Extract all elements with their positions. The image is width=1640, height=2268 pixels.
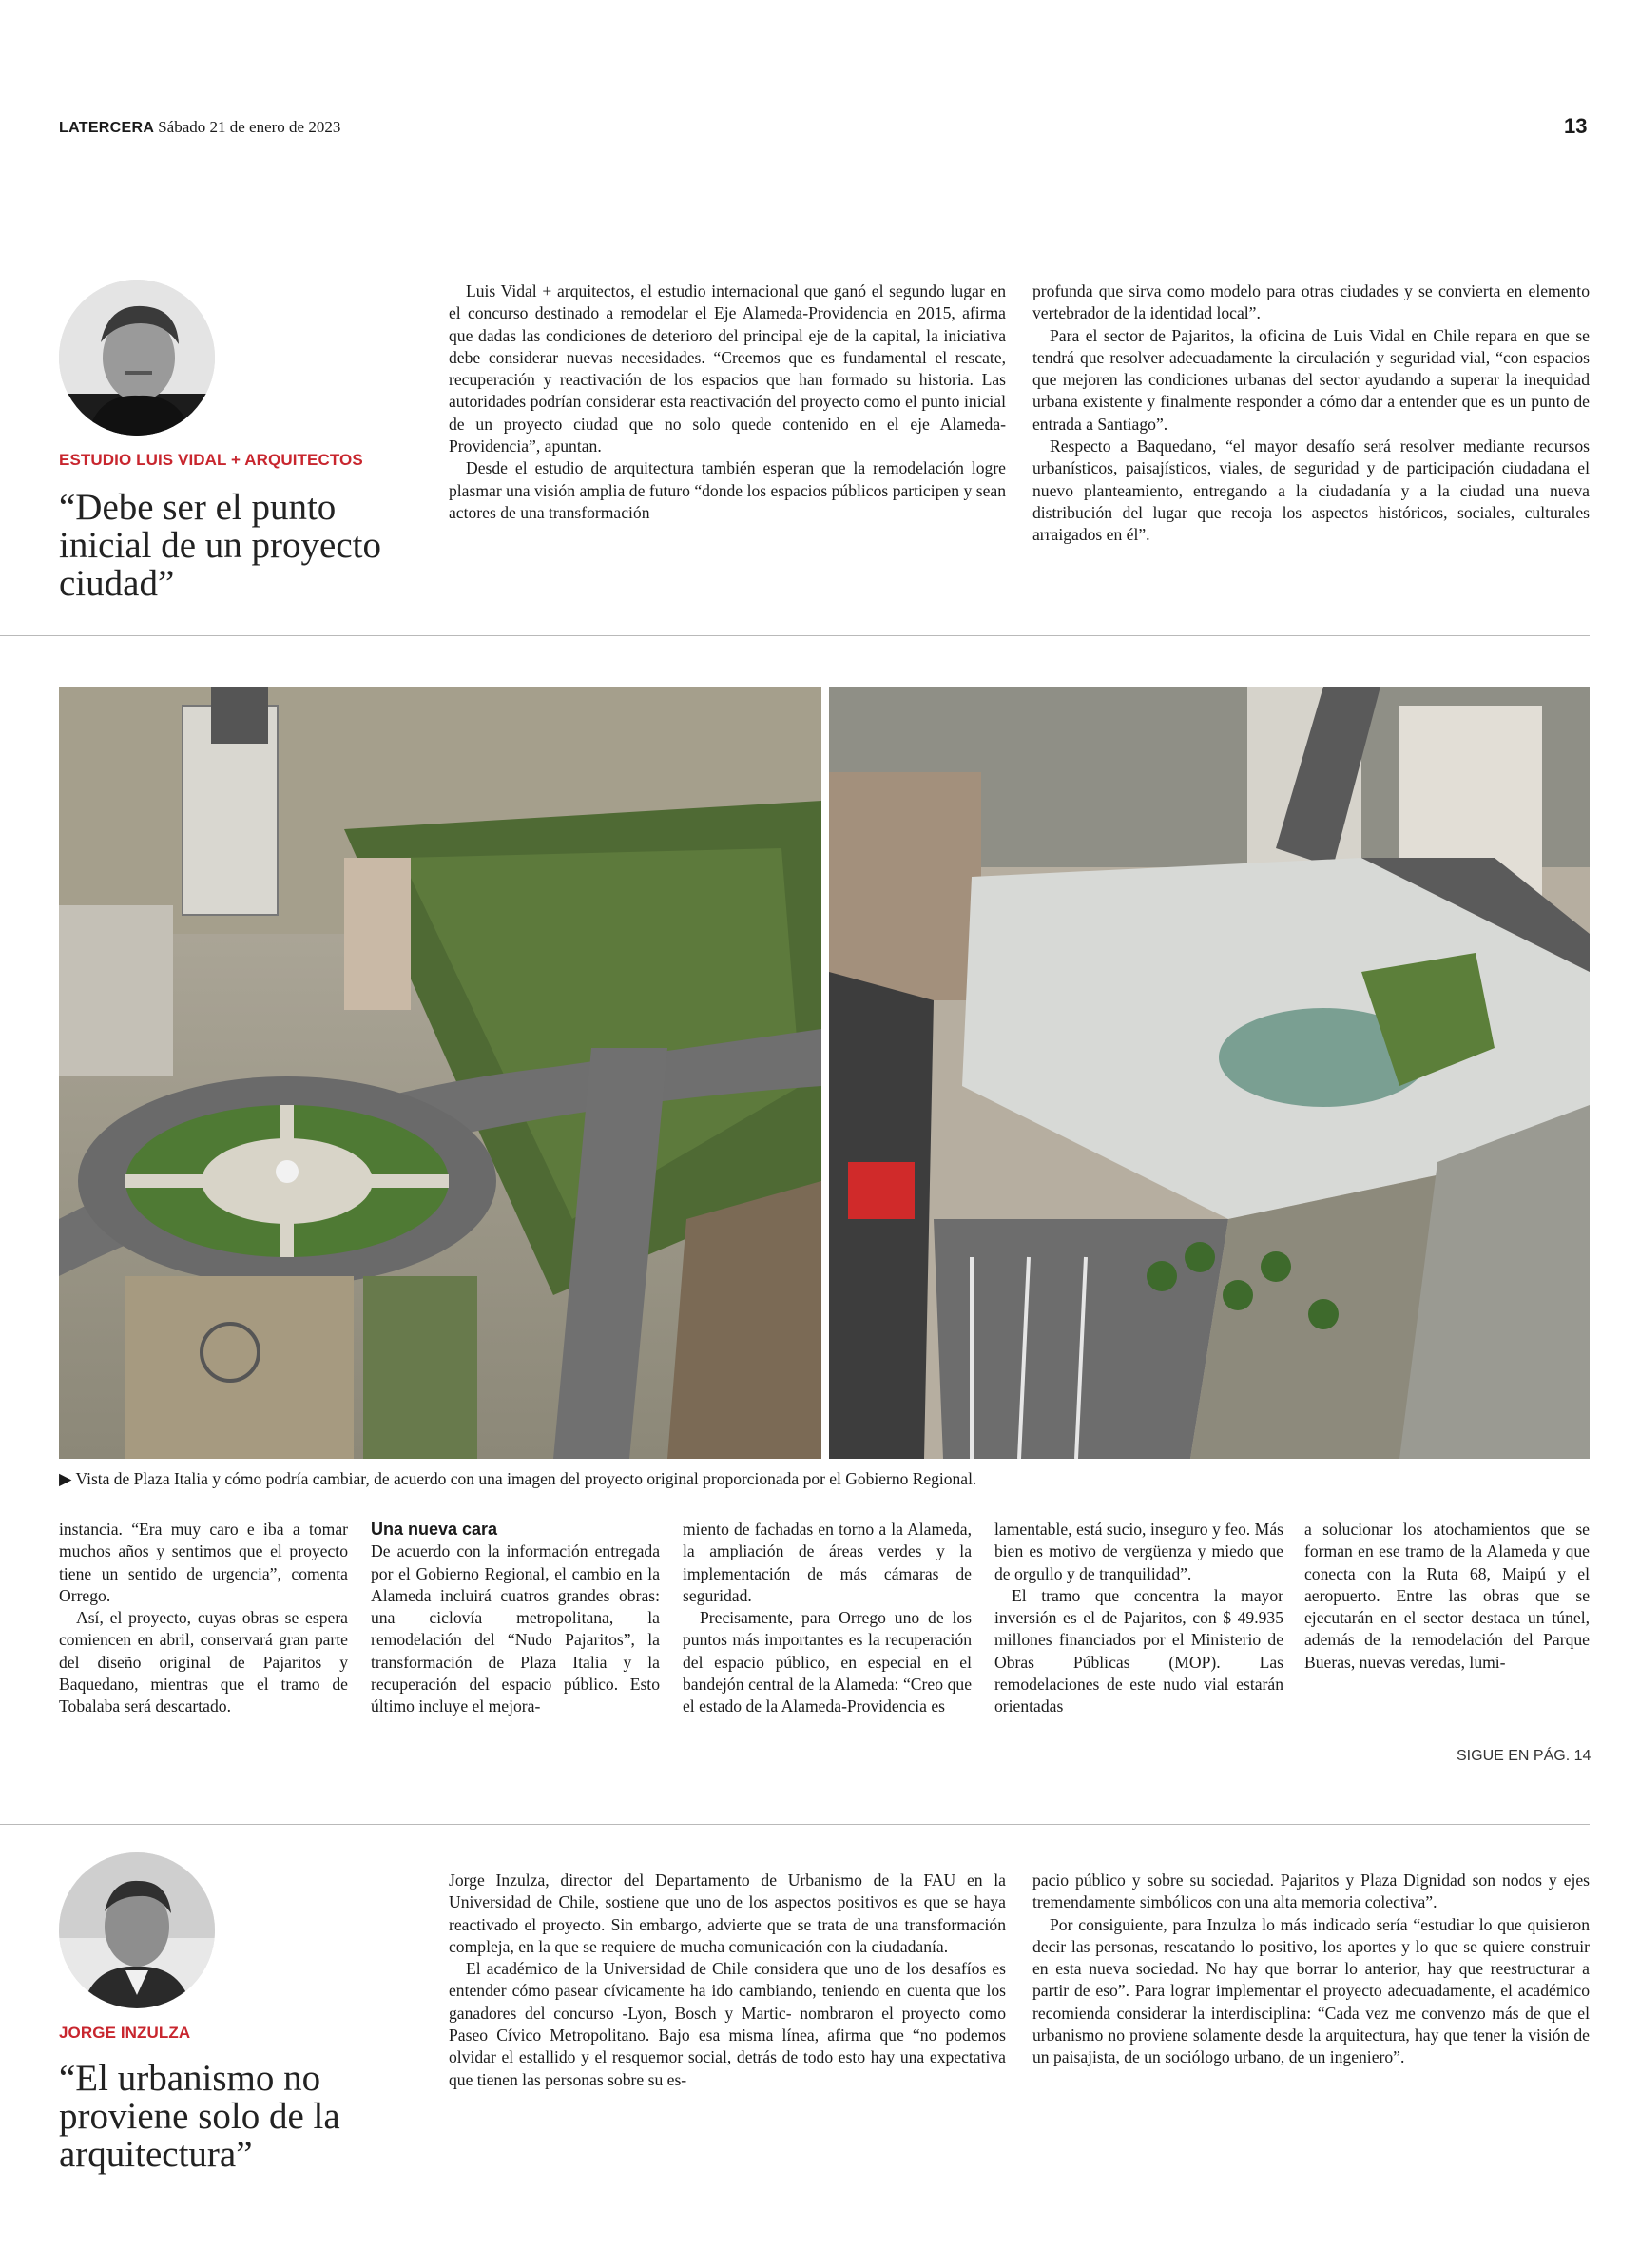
middle-article-column-5: [1304, 1519, 1590, 1674]
photo-plaza-italia-aerial: [59, 687, 821, 1459]
pull-quote-jorge-inzulza: “El urbanismo no proviene solo de la arquitectura”: [59, 2058, 340, 2175]
section-divider: [0, 1824, 1590, 1825]
paragraph: El tramo que concentra la mayor inversión es el de Pajaritos, con $ 49.935 millones financiados por el Ministerio de Obras Públicas (MOP). Las remodelaciones de este nudo vial estarán orientadas: [994, 1585, 1283, 1716]
middle-article-column-1: [59, 1519, 348, 1718]
paragraph: lamentable, está sucio, inseguro y feo. Más bien es motivo de vergüenza y miedo que de orgullo y de tranquilidad”.: [994, 1520, 1283, 1583]
photo-caption: [59, 1469, 1590, 1489]
middle-article-column-3: [683, 1519, 972, 1718]
paragraph: Jorge Inzulza, director del Departamento de Urbanismo de la FAU en la Universidad de Chile, sostiene que uno de los aspectos positivos es que se haya reactivado el proyecto. Sin embargo, advierte que se trata de una transformación compleja, en la que se requiere de mucha comunicación con la ciudadanía.: [449, 1871, 1006, 1956]
avatar-jorge-inzulza: [59, 1852, 215, 2008]
bottom-article-column-2: [1032, 1870, 1590, 2069]
paragraph: Así, el proyecto, cuyas obras se espera comiencen en abril, conservará gran parte del diseño original de Pajaritos y Baquedano, mientras que el tramo de Tobalaba será descartado.: [59, 1608, 348, 1716]
page-header: [59, 118, 340, 137]
page-number: 13: [1564, 114, 1588, 138]
bottom-article-column-1: [449, 1870, 1006, 2091]
paragraph: Para el sector de Pajaritos, la oficina de Luis Vidal en Chile repara en que se tendrá que resolver adecuadamente la circulación y seguridad vial, “con espacios que mejoren las condiciones urbanas del sector ayudando a superar la inequidad urbana existente y finalmente responder a cómo dar a entender que es un punto de entrada a Santiago”.: [1032, 325, 1590, 434]
paragraph: De acuerdo con la información entregada por el Gobierno Regional, el cambio en la Alameda incluirá cuatros grandes obras: una ciclovía metropolitana, la remodelación del “Nudo Pajaritos”, la transformación de Plaza Italia y la recuperación del espacio público. Esto último incluye el mejora-: [371, 1541, 660, 1716]
paragraph: profunda que sirva como modelo para otras ciudades y se convierta en elemento vertebrador de la identidad local”.: [1032, 281, 1590, 323]
kicker-luis-vidal: ESTUDIO LUIS VIDAL + ARQUITECTOS: [59, 451, 363, 469]
top-article-column-1: [449, 281, 1006, 524]
middle-article-column-4: [994, 1519, 1283, 1718]
issue-date: Sábado 21 de enero de 2023: [158, 118, 341, 136]
paragraph: El académico de la Universidad de Chile considera que uno de los desafíos es entender cómo pasear cívicamente ha ido cambiando, teniendo en cuenta que los ganadores del concurso -Lyon, Bosch y Martic- nombraron el proyecto como Paseo Cívico Metropolitano. Bajo esa misma línea, afirma que “no podemos olvidar el estallido y el resquemor social, detrás de todo esto hay una expectativa que tienen las personas sobre su es-: [449, 1959, 1006, 2089]
pull-quote-luis-vidal: “Debe ser el punto inicial de un proyecto ciudad”: [59, 487, 381, 604]
paragraph: Por consiguiente, para Inzulza lo más indicado sería “estudiar lo que quisieron decir las personas, rescatando lo positivo, los aportes y lo que se quiere construir en esta nueva sociedad. No hay que borrar lo anterior, hay que reestructurar a partir de eso”. Para lograr implementar el proyecto adecuadamente, el académico recomienda considerar la interdisciplina: “Cada vez me convenzo más de que el urbanismo no proviene solamente desde la arquitectura, hay que tener la visión de un paisajista, de un sociólogo urbano, de un ingeniero”.: [1032, 1914, 1590, 2067]
section-subhead: Una nueva cara: [371, 1520, 498, 1539]
continued-on-page: SIGUE EN PÁG. 14: [1457, 1748, 1592, 1764]
paragraph: Luis Vidal + arquitectos, el estudio internacional que ganó el segundo lugar en el concurso destinado a remodelar el Eje Alameda-Providencia en 2015, afirma que dadas las condiciones de deterioro del principal eje de la capital, la iniciativa debe considerar nuevas necesidades. “Creemos que es fundamental el rescate, recuperación y reactivación de los espacios que han formado su historia. Las autoridades podrían considerar esta reactivación del proyecto como el punto inicial de un proyecto ciudad que no solo quede contenido en el eje Alameda-Providencia”, apuntan.: [449, 281, 1006, 456]
photo-plaza-italia-render: [829, 687, 1590, 1459]
avatar-luis-vidal: [59, 280, 215, 436]
paragraph: Precisamente, para Orrego uno de los puntos más importantes es la recuperación del espacio público, en especial en el bandejón central de la Alameda: “Creo que el estado de la Alameda-Providencia es: [683, 1608, 972, 1716]
top-article-column-2: [1032, 281, 1590, 547]
caption-text: Vista de Plaza Italia y cómo podría cambiar, de acuerdo con una imagen del proyecto original proporcionada por el Gobierno Regional.: [75, 1469, 977, 1488]
paragraph: Respecto a Baquedano, “el mayor desafío será resolver mediante recursos urbanísticos, paisajísticos, viales, de seguridad y de participación ciudadana el nuevo planteamiento, entregando a la ciudadanía y a la ciudad una nueva distribución del lugar que recoja los aspectos históricos, sociales, culturales arraigados en él”.: [1032, 436, 1590, 545]
caption-arrow-icon: ▶: [59, 1469, 72, 1488]
paragraph: Desde el estudio de arquitectura también esperan que la remodelación logre plasmar una visión amplia de futuro “donde los espacios públicos participen y sean actores de una transformación: [449, 458, 1006, 522]
paragraph: a solucionar los atochamientos que se forman en ese tramo de la Alameda y que conecta con la Ruta 68, Maipú y el aeropuerto. Entre las obras que se ejecutarán en el sector destaca un túnel, además de la remodelación del Parque Bueras, nuevas veredas, lumi-: [1304, 1520, 1590, 1672]
middle-article-column-2: [371, 1519, 660, 1718]
newspaper-brand: LATERCERA: [59, 120, 155, 136]
kicker-jorge-inzulza: JORGE INZULZA: [59, 2024, 191, 2042]
paragraph: instancia. “Era muy caro e iba a tomar muchos años y sentimos que el proyecto tiene un sentido de urgencia”, comenta Orrego.: [59, 1520, 348, 1605]
paragraph: pacio público y sobre su sociedad. Pajaritos y Plaza Dignidad son nodos y ejes tremendamente simbólicos con una alta memoria colectiva”.: [1032, 1871, 1590, 1912]
section-divider: [0, 635, 1590, 636]
paragraph: miento de fachadas en torno a la Alameda, la ampliación de áreas verdes y la implementación de más cámaras de seguridad.: [683, 1520, 972, 1605]
